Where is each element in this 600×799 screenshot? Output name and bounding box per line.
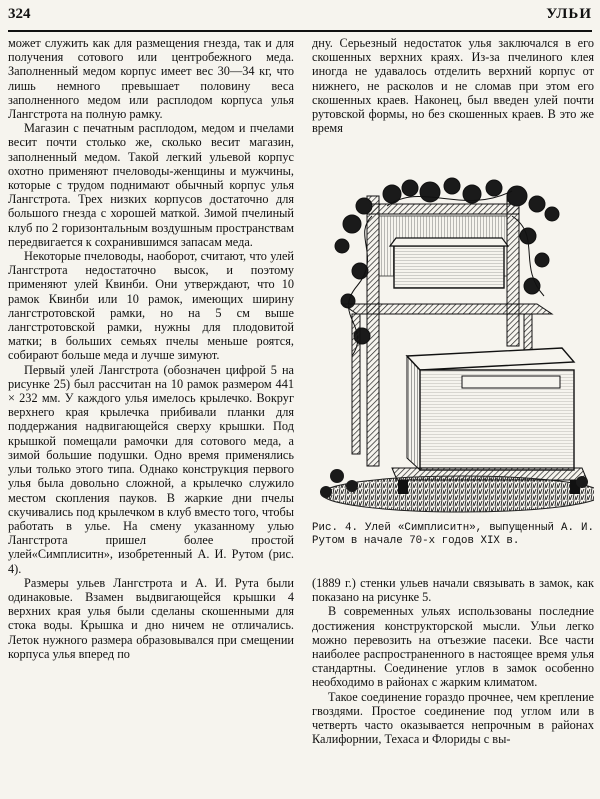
- paragraph: В современных ульях использованы последние достижения конструкторской мысли. Ульи легко можно перевозить на отъезжие пасеки. Все части наиболее распространенного в настоящее время улья стандартны. Соединение углов в замок особенно необходимо в районах с жарким климатом.: [312, 604, 594, 690]
- right-column-top: [312, 36, 594, 135]
- paragraph: Размеры ульев Лангстрота и А. И. Рута были одинаковые. Взамен выдвигающейся крышки 4 верхних края улья были сделаны скошенными для стока воды. Крышка и дно ничем не отличались. Леток нужного размера образовывался при смещении корпуса улья вперед по: [8, 575, 294, 661]
- right-column-bottom: [312, 576, 594, 746]
- paragraph: дну. Серьезный недостаток улья заключался в его скошенных верхних краях. Из-за пчелиного клея иногда не удавалось отделить верхний корпус от нижнего, не расколов и не сломав при этом его скошенных краев. Наконец, был введен улей почти рутовской формы, но без скошенных краев. В это же время: [312, 36, 594, 136]
- paragraph: Магазин с печатным расплодом, медом и пчелами весит почти столько же, сколько весит магазин, заполненный медом. Такой легкий ульевой корпус охотно применяют пчеловоды-женщины и мужчины, которые с трудом поднимают обычный корпус улья Лангстрота. Трех низких корпусов достаточно для большого гнезда с хорошей маткой. Зимой пчелиный клуб по 2 горизонтальным воздушным пространствам передвигается к сохранившимся запасам меда.: [8, 121, 294, 249]
- running-title: УЛЬИ: [546, 6, 592, 22]
- page-header: [8, 4, 592, 32]
- simplicity-hive-engraving: [312, 176, 594, 516]
- paragraph: Первый улей Лангстрота (обозначен цифрой 5 на рисунке 25) был рассчитан на 10 рамок размером 441 × 232 мм. У каждого улья имелось крылечко. Вокруг верхнего края крылечка прибивали планки для поддержания надвигающейся сверху крышки. Под крышкой помещали рамочки для сотового меда, а зимой большие подушки. Одно время применялись ульи только этого типа. Однако конструкция первого улья была довольно сложной, а крылечко служило местом скопления пауков. В жаркие дни пчелы скучивались под крылечком в клуб вместо того, чтобы работать в улье. На смену указанному улью Лангстрота пришел более простой улей«Симплиситн», изобретенный А. И. Рутом (рис. 4).: [8, 362, 294, 576]
- page-number: 324: [8, 6, 31, 22]
- paragraph: Некоторые пчеловоды, наоборот, считают, что улей Лангстрота недостаточно высок, и поэтому применяют улей Квинби. Они утверждают, что 10 рамок Квинби или 10 рамок, имеющих ширину лангстротовской рамки, но на 5 см выше лангстротовской рамки, нужны для плодовитой матки; в больших семьях пчелы меньше роятся, собирают больше меда и лучше зимуют.: [8, 249, 294, 363]
- left-column: [8, 36, 294, 661]
- figure-caption: Рис. 4. Улей «Симплиситн», выпущенный А. И. Рутом в начале 70-х годов XIX в.: [312, 522, 594, 547]
- hive-illustration: [312, 176, 594, 516]
- paragraph: может служить как для размещения гнезда, так и для получения сотового или центробежного меда. Заполненный медом корпус имеет вес 30—34 кг, что лишь немного превышает половину веса заполненного медом или расплодом корпуса улья Лангстрота на полную рамку.: [8, 36, 294, 122]
- paragraph: (1889 г.) стенки ульев начали связывать в замок, как показано на рисунке 5.: [312, 576, 594, 605]
- paragraph: Такое соединение гораздо прочнее, чем крепление гвоздями. Простое соединение под углом или в четверть часто оказывается непрочным в районах Калифорнии, Техаса и Флориды с вы-: [312, 689, 594, 747]
